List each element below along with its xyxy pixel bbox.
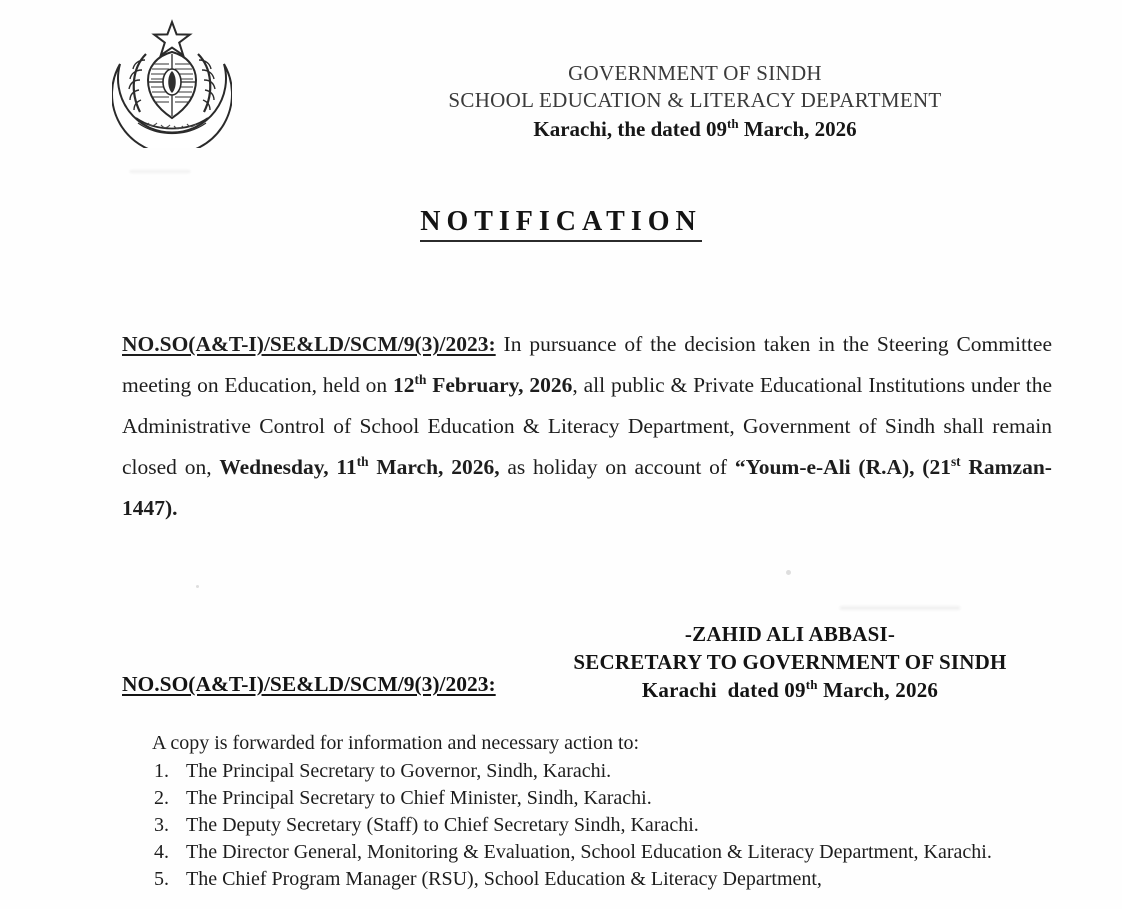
signature-date-suffix: March, 2026: [817, 678, 939, 702]
list-item: [152, 812, 1082, 839]
list-item-label: The Deputy Secretary (Staff) to Chief Secretary Sindh, Karachi.: [186, 814, 699, 836]
recipient-list: [152, 758, 1082, 893]
government-name: GOVERNMENT OF SINDH: [568, 61, 822, 85]
list-item: [152, 866, 1082, 893]
notification-body-paragraph: [122, 324, 1052, 529]
file-reference-number: NO.SO(A&T-I)/SE&LD/SCM/9(3)/2023:: [122, 332, 496, 356]
scan-speck: [196, 585, 199, 588]
endorsement-reference-number: NO.SO(A&T-I)/SE&LD/SCM/9(3)/2023:: [122, 672, 496, 696]
signature-date-prefix: Karachi dated 09: [641, 678, 806, 702]
occasion-suffix: Ramzan-1447).: [122, 455, 1052, 520]
list-item-number: 3.: [154, 814, 169, 836]
list-item-label: The Principal Secretary to Governor, Sindh, Karachi.: [186, 760, 612, 782]
header-place-date: [300, 116, 1090, 143]
occasion-ordinal: st: [950, 453, 961, 469]
document-header: [0, 0, 1122, 160]
meeting-date-prefix: 12: [393, 373, 415, 397]
header-date-suffix: March, 2026: [738, 116, 857, 141]
occasion-prefix: “Youm-e-Ali (R.A), (21: [734, 455, 951, 479]
closure-date-ordinal: th: [356, 453, 369, 469]
signatory-designation: SECRETARY TO GOVERNMENT OF SINDH: [573, 650, 1007, 674]
issuing-authority-block: [300, 60, 1090, 143]
list-item-number: 1.: [154, 760, 169, 782]
list-item-number: 2.: [154, 787, 169, 809]
list-item-label: The Principal Secretary to Chief Minister, Sindh, Karachi.: [186, 787, 652, 809]
closure-date-suffix: March, 2026,: [368, 455, 500, 479]
body-segment-3: as holiday on account of: [499, 455, 735, 479]
copy-forwarded-section: [152, 730, 1082, 893]
closure-date-prefix: Wednesday, 11: [219, 455, 357, 479]
list-item-label: The Director General, Monitoring & Evaluation, School Education & Literacy Department, Karachi.: [186, 841, 992, 863]
list-item: [152, 785, 1082, 812]
list-item: [152, 839, 1082, 866]
scan-speck: [786, 570, 791, 575]
scan-smudge: [840, 606, 960, 610]
signature-block: [520, 620, 1060, 704]
signatory-name: -ZAHID ALI ABBASI-: [684, 622, 896, 646]
header-date-ordinal: th: [727, 115, 739, 131]
list-item: [152, 758, 1082, 785]
list-item-label: The Chief Program Manager (RSU), School Education & Literacy Department,: [186, 868, 822, 890]
list-item-number: 5.: [154, 868, 169, 890]
page-title: NOTIFICATION: [420, 206, 702, 242]
list-item-number: 4.: [154, 841, 169, 863]
copy-forwarded-intro: A copy is forwarded for information and necessary action to:: [152, 732, 640, 754]
header-date-prefix: Karachi, the dated 09: [533, 116, 728, 141]
department-name: SCHOOL EDUCATION & LITERACY DEPARTMENT: [448, 88, 942, 113]
body-segment-2: , all public & Private Educational Institutions under the Administrative Control of School Education & Literacy Department, Government of Sindh shall remain closed on,: [122, 373, 1052, 479]
notification-title-wrap: [0, 206, 1122, 242]
meeting-date-suffix: February, 2026: [426, 373, 573, 397]
body-segment-1: In pursuance of the decision taken in the Steering Committee meeting on Education, held on: [122, 332, 1052, 397]
signature-date-ordinal: th: [805, 677, 818, 692]
scan-smudge: [130, 170, 190, 173]
meeting-date-ordinal: th: [414, 371, 427, 387]
signature-place-date: [520, 676, 1060, 704]
pakistan-state-emblem-icon: [112, 16, 232, 148]
